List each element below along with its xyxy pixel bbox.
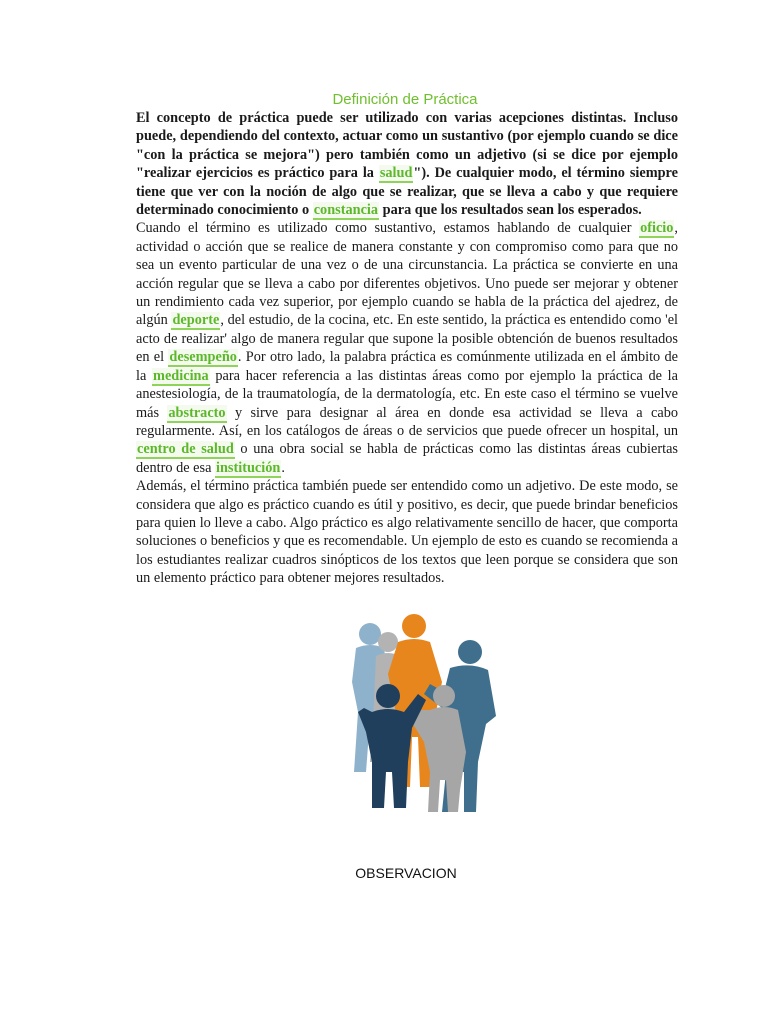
teamwork-illustration bbox=[318, 612, 528, 822]
text-run: o una obra social se habla de prácticas como las distintas áreas cubiertas dentro de esa bbox=[136, 441, 678, 476]
text-run: y sirve para designar al área en donde esa actividad se lleva a cabo regularmente. Así, en los catálogos de áreas o de servicios que puede ofrecer un hospital, un bbox=[136, 404, 678, 439]
text-run: , actividad o acción que se realice de manera constante y con compromiso como para que no sea un evento particular de una vez o de una circunstancia. La práctica se convierte en una acción regular que se lleva a cabo por diferentes objetivos. Uno puede ser mejorar y obtener un rendimiento cada vez superior, por ejemplo cuando se habla de la práctica del ajedrez, de algún bbox=[136, 220, 678, 329]
text-run: para hacer referencia a las distintas áreas como por ejemplo la práctica de la anestesiología, de la traumatología, de la dermatología, etc. En este caso el término se vuelve más bbox=[136, 367, 678, 421]
document-body bbox=[136, 109, 678, 588]
text-run: . Por otro lado, la palabra práctica es comúnmente utilizada en el ámbito de la bbox=[136, 349, 678, 384]
link-oficio[interactable]: oficio bbox=[640, 220, 674, 237]
link-constancia[interactable]: constancia bbox=[313, 202, 379, 219]
page-title: Definición de Práctica bbox=[332, 91, 478, 108]
paragraph-adjetivo: Además, el término práctica también puede ser entendido como un adjetivo. De este modo, se considera que algo es práctico cuando es útil y positivo, es decir, que puede brindar beneficios para quien lo lleve a cabo. Algo práctico es algo relativamente sencillo de hacer, que comporta soluciones o beneficios y que es recomendable. Un ejemplo de esto es cuando se recomienda a los estudiantes realizar cuadros sinópticos de los textos que leen porque se considera que son un elemento práctico para obtener mejores resultados. bbox=[136, 478, 678, 587]
text-run: "). De cualquier modo, el término siempre tiene que ver con la noción de algo que se realizar, que se lleva a cabo y que requiere determinado conocimiento o bbox=[136, 165, 678, 219]
figure-caption: OBSERVACION bbox=[355, 865, 457, 881]
text-run: , del estudio, de la cocina, etc. En este sentido, la práctica es entendido como 'el acto de realizar' algo de manera regular que supone la posible obtención de buenos resultados en el bbox=[136, 312, 679, 366]
link-abstracto[interactable]: abstracto bbox=[168, 404, 226, 421]
link-centro-de-salud[interactable]: centro de salud bbox=[137, 441, 234, 458]
text-run: Cuando el término es utilizado como sustantivo, estamos hablando de cualquier bbox=[136, 220, 640, 237]
paragraph-intro bbox=[136, 109, 678, 219]
text-run: para que los resultados sean los esperados. bbox=[379, 202, 642, 219]
link-salud[interactable]: salud bbox=[379, 165, 413, 182]
link-deporte[interactable]: deporte bbox=[172, 312, 220, 329]
text-run: . bbox=[281, 459, 285, 476]
link-medicina[interactable]: medicina bbox=[153, 367, 209, 384]
link-institucion[interactable]: institución bbox=[216, 459, 281, 476]
paragraph-sustantivo bbox=[136, 219, 678, 477]
link-desempeno[interactable]: desempeño bbox=[169, 349, 237, 366]
text-run: El concepto de práctica puede ser utilizado con varias acepciones distintas. Incluso puede, dependiendo del contexto, actuar como un sustantivo (por ejemplo cuando se dice "con la práctica se mejora") pero también como un adjetivo (si se dice por ejemplo "realizar ejercicios es práctico para la bbox=[136, 110, 678, 182]
